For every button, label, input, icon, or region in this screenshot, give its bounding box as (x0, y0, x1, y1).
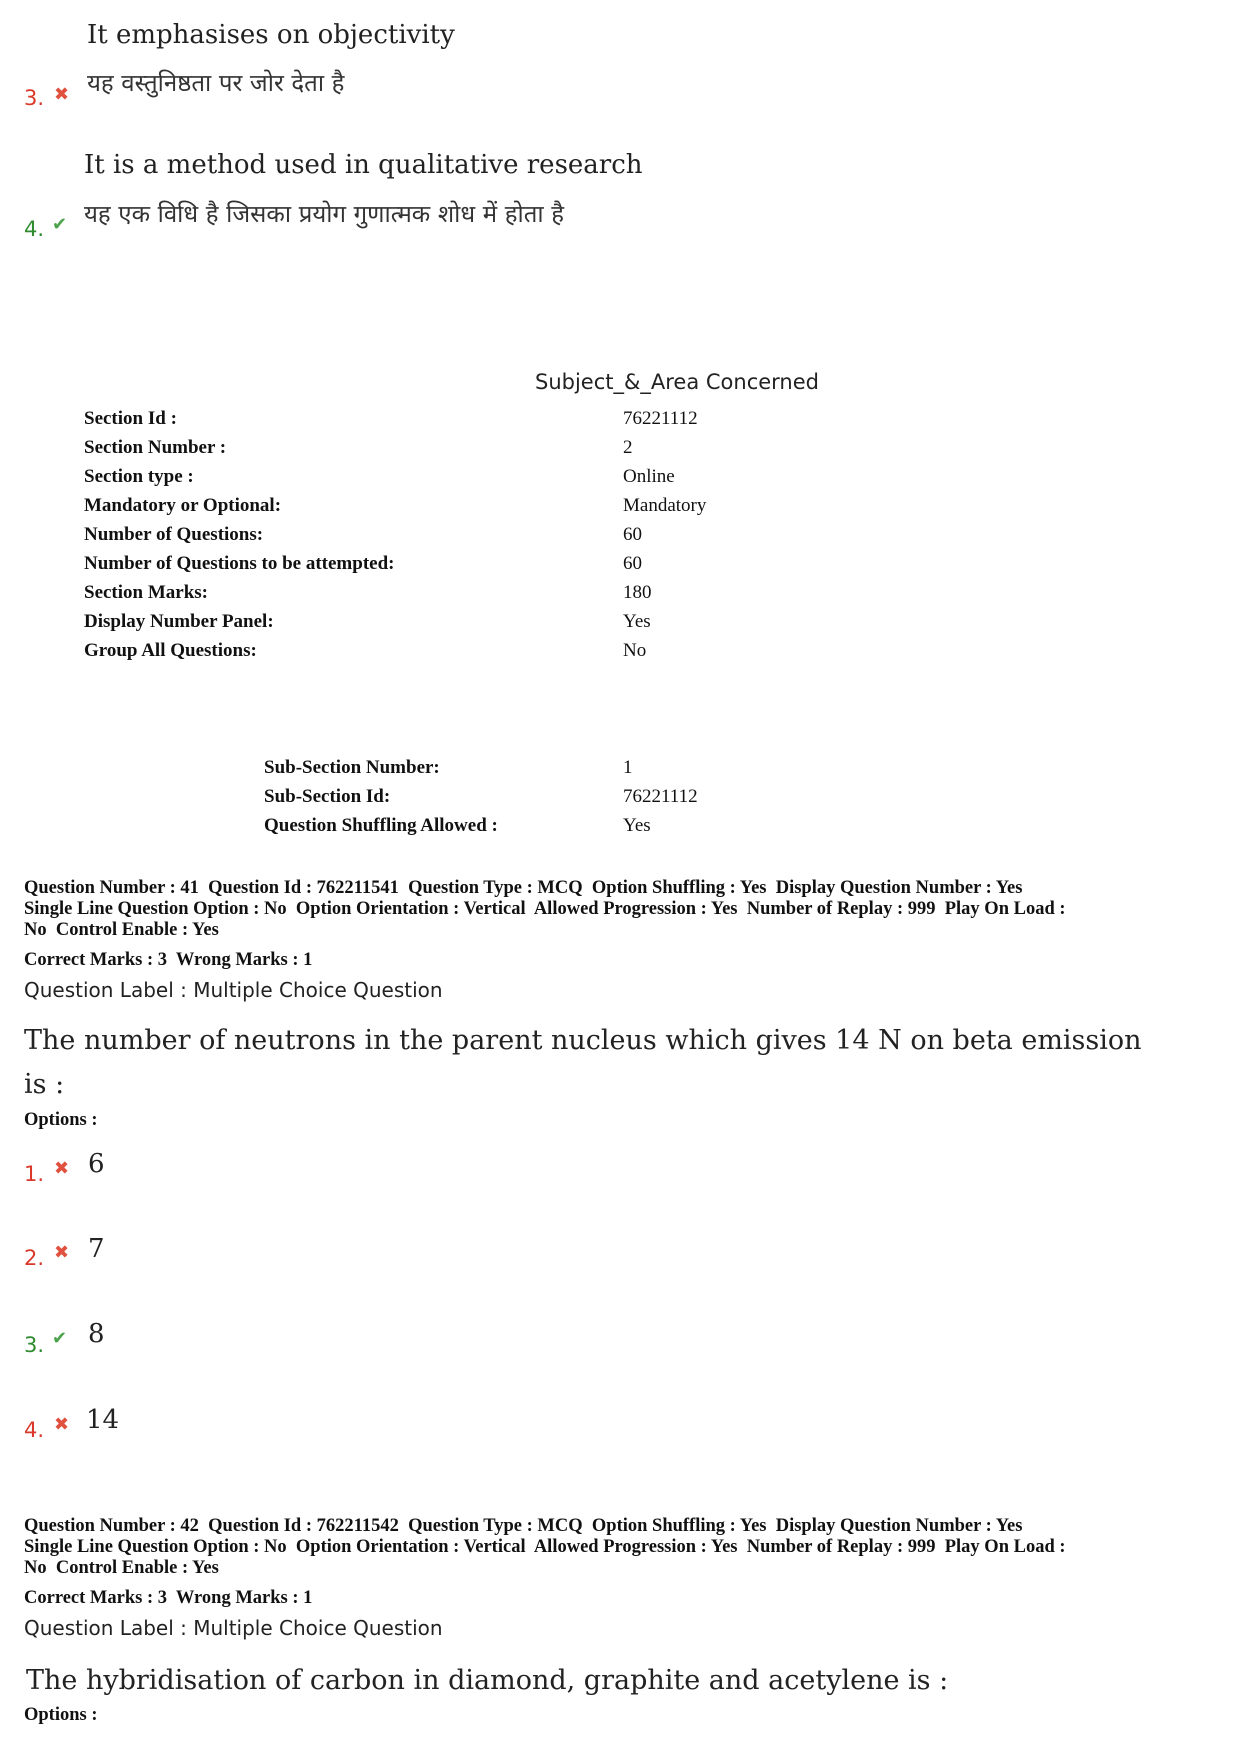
num-questions-label: Number of Questions: (84, 524, 264, 545)
prev-option-4-english: It is a method used in qualitative research (84, 150, 643, 180)
q41-option-1-text: 6 (88, 1149, 105, 1179)
group-questions-value: No (623, 640, 647, 661)
mandatory-label: Mandatory or Optional: (84, 495, 282, 516)
section-id-label: Section Id : (84, 408, 177, 429)
section-id-value: 76221112 (623, 408, 698, 429)
q41-option-4-number: 4. (24, 1418, 45, 1442)
q42-marks: Correct Marks : 3 Wrong Marks : 1 (24, 1588, 313, 1608)
q42-meta-line-2: Single Line Question Option : No Option Orientation : Vertical Allowed Progression : Yes Number of Replay : 999 Play On Load : (24, 1537, 1066, 1557)
check-icon: ✔ (52, 1328, 68, 1349)
check-icon: ✔ (52, 214, 68, 235)
section-type-label: Section type : (84, 466, 194, 487)
cross-icon: ✖ (54, 84, 70, 105)
subsection-number-label: Sub-Section Number: (264, 757, 440, 778)
mandatory-value: Mandatory (623, 495, 707, 516)
q41-option-1-number: 1. (24, 1162, 45, 1186)
num-attempted-value: 60 (623, 553, 642, 574)
q41-label: Question Label : Multiple Choice Question (24, 978, 443, 1002)
subsection-id-label: Sub-Section Id: (264, 786, 391, 807)
cross-icon: ✖ (54, 1414, 70, 1435)
display-panel-label: Display Number Panel: (84, 611, 274, 632)
q41-text-line-1: The number of neutrons in the parent nucleus which gives 14 N on beta emission (24, 1025, 1142, 1056)
q41-option-2-text: 7 (88, 1234, 105, 1264)
section-title: Subject_&_Area Concerned (535, 370, 819, 394)
prev-option-4-number: 4. (24, 217, 45, 241)
q41-marks: Correct Marks : 3 Wrong Marks : 1 (24, 950, 313, 970)
q41-meta-line-3: No Control Enable : Yes (24, 920, 219, 940)
q42-text-line-1: The hybridisation of carbon in diamond, graphite and acetylene is : (26, 1665, 949, 1696)
shuffling-label: Question Shuffling Allowed : (264, 815, 498, 836)
prev-option-4-hindi: यह एक विधि है जिसका प्रयोग गुणात्मक शोध में होता है (84, 200, 564, 228)
shuffling-value: Yes (623, 815, 651, 836)
section-type-value: Online (623, 466, 675, 487)
section-number-label: Section Number : (84, 437, 227, 458)
q41-options-heading: Options : (24, 1110, 98, 1130)
q42-meta-line-1: Question Number : 42 Question Id : 762211542 Question Type : MCQ Option Shuffling : Yes Display Question Number : Yes (24, 1516, 1023, 1536)
num-attempted-label: Number of Questions to be attempted: (84, 553, 395, 574)
display-panel-value: Yes (623, 611, 651, 632)
section-marks-label: Section Marks: (84, 582, 209, 603)
q41-text-line-2: is : (24, 1069, 65, 1100)
group-questions-label: Group All Questions: (84, 640, 257, 661)
section-marks-value: 180 (623, 582, 652, 603)
q41-meta-line-1: Question Number : 41 Question Id : 762211541 Question Type : MCQ Option Shuffling : Yes Display Question Number : Yes (24, 878, 1023, 898)
q41-meta-line-2: Single Line Question Option : No Option Orientation : Vertical Allowed Progression : Yes Number of Replay : 999 Play On Load : (24, 899, 1066, 919)
prev-option-3-number: 3. (24, 86, 45, 110)
cross-icon: ✖ (54, 1158, 70, 1179)
subsection-number-value: 1 (623, 757, 633, 778)
num-questions-value: 60 (623, 524, 642, 545)
q42-options-heading: Options : (24, 1705, 98, 1725)
subsection-id-value: 76221112 (623, 786, 698, 807)
q41-option-2-number: 2. (24, 1246, 45, 1270)
q42-meta-line-3: No Control Enable : Yes (24, 1558, 219, 1578)
q42-label: Question Label : Multiple Choice Question (24, 1616, 443, 1640)
q41-option-4-text: 14 (86, 1405, 120, 1435)
section-number-value: 2 (623, 437, 633, 458)
prev-option-3-hindi: यह वस्तुनिष्ठता पर जोर देता है (87, 69, 345, 97)
prev-option-3-english: It emphasises on objectivity (87, 20, 455, 50)
cross-icon: ✖ (54, 1242, 70, 1263)
q41-option-3-text: 8 (88, 1319, 105, 1349)
q41-option-3-number: 3. (24, 1333, 45, 1357)
